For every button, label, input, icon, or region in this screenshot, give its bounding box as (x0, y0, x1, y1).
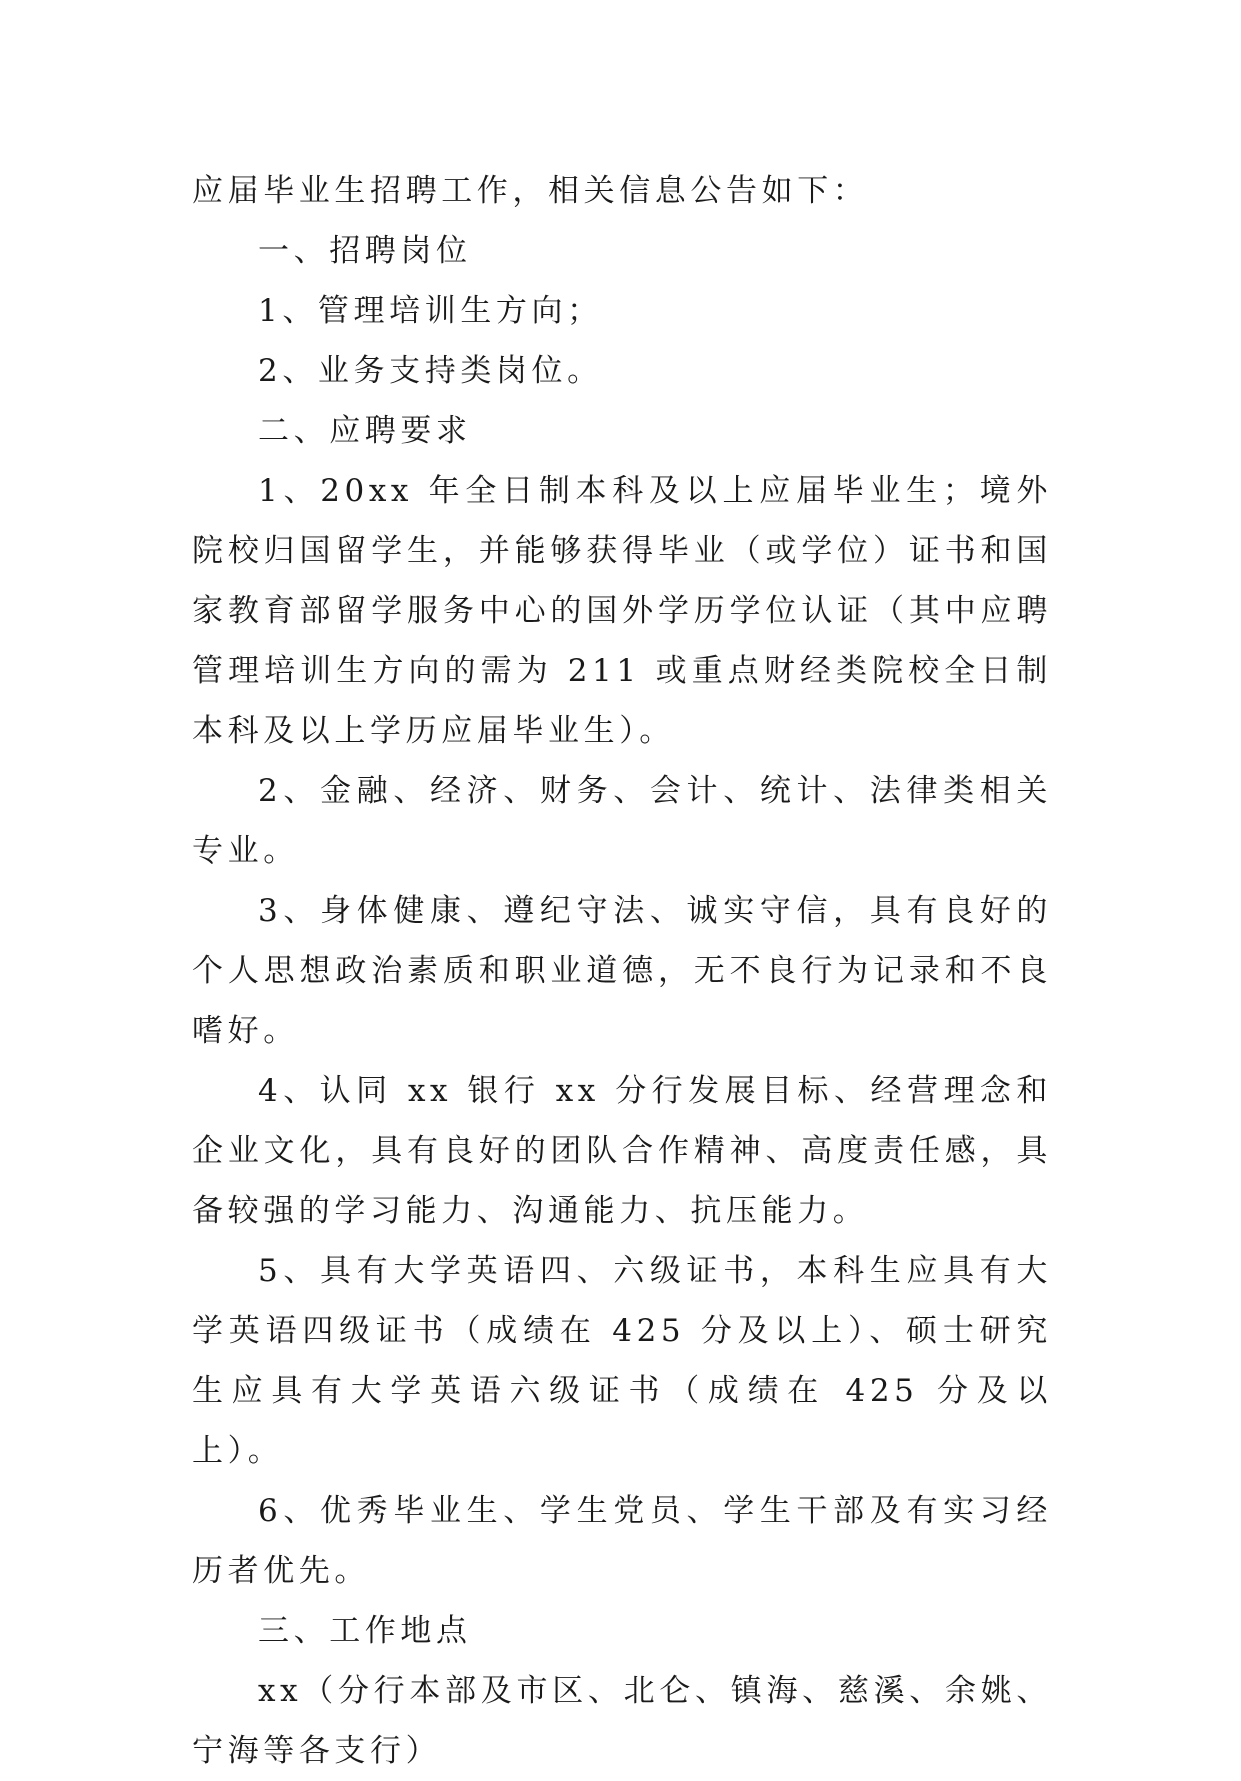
requirement-item-2: 2、金融、经济、财务、会计、统计、法律类相关专业。 (192, 773, 1052, 869)
section-heading-location: 三、工作地点 (258, 1613, 472, 1649)
position-item-2: 2、业务支持类岗位。 (258, 353, 603, 389)
intro-paragraph: 应届毕业生招聘工作，相关信息公告如下： (192, 173, 869, 209)
requirement-item-4: 4、认同 xx 银行 xx 分行发展目标、经营理念和企业文化，具有良好的团队合作精神、高度责任感，具备较强的学习能力、沟通能力、抗压能力。 (192, 1073, 1052, 1229)
section-heading-requirements: 二、应聘要求 (258, 413, 472, 449)
requirement-item-6: 6、优秀毕业生、学生党员、学生干部及有实习经历者优先。 (192, 1493, 1052, 1589)
requirement-item-3: 3、身体健康、遵纪守法、诚实守信，具有良好的个人思想政治素质和职业道德，无不良行为记录和不良嗜好。 (192, 893, 1052, 1049)
position-item-1: 1、管理培训生方向； (258, 293, 603, 329)
requirement-item-1: 1、20xx 年全日制本科及以上应届毕业生；境外院校归国留学生，并能够获得毕业（或学位）证书和国家教育部留学服务中心的国外学历学位认证（其中应聘管理培训生方向的需为 211 或重点财经类院校全日制本科及以上学历应届毕业生）。 (192, 473, 1052, 749)
location-item: xx（分行本部及市区、北仑、镇海、慈溪、余姚、宁海等各支行） (192, 1673, 1052, 1769)
section-heading-positions: 一、招聘岗位 (258, 233, 472, 269)
requirement-item-5: 5、具有大学英语四、六级证书，本科生应具有大学英语四级证书（成绩在 425 分及以上）、硕士研究生应具有大学英语六级证书（成绩在 425 分及以上）。 (192, 1253, 1052, 1469)
document-body (192, 161, 1052, 1781)
